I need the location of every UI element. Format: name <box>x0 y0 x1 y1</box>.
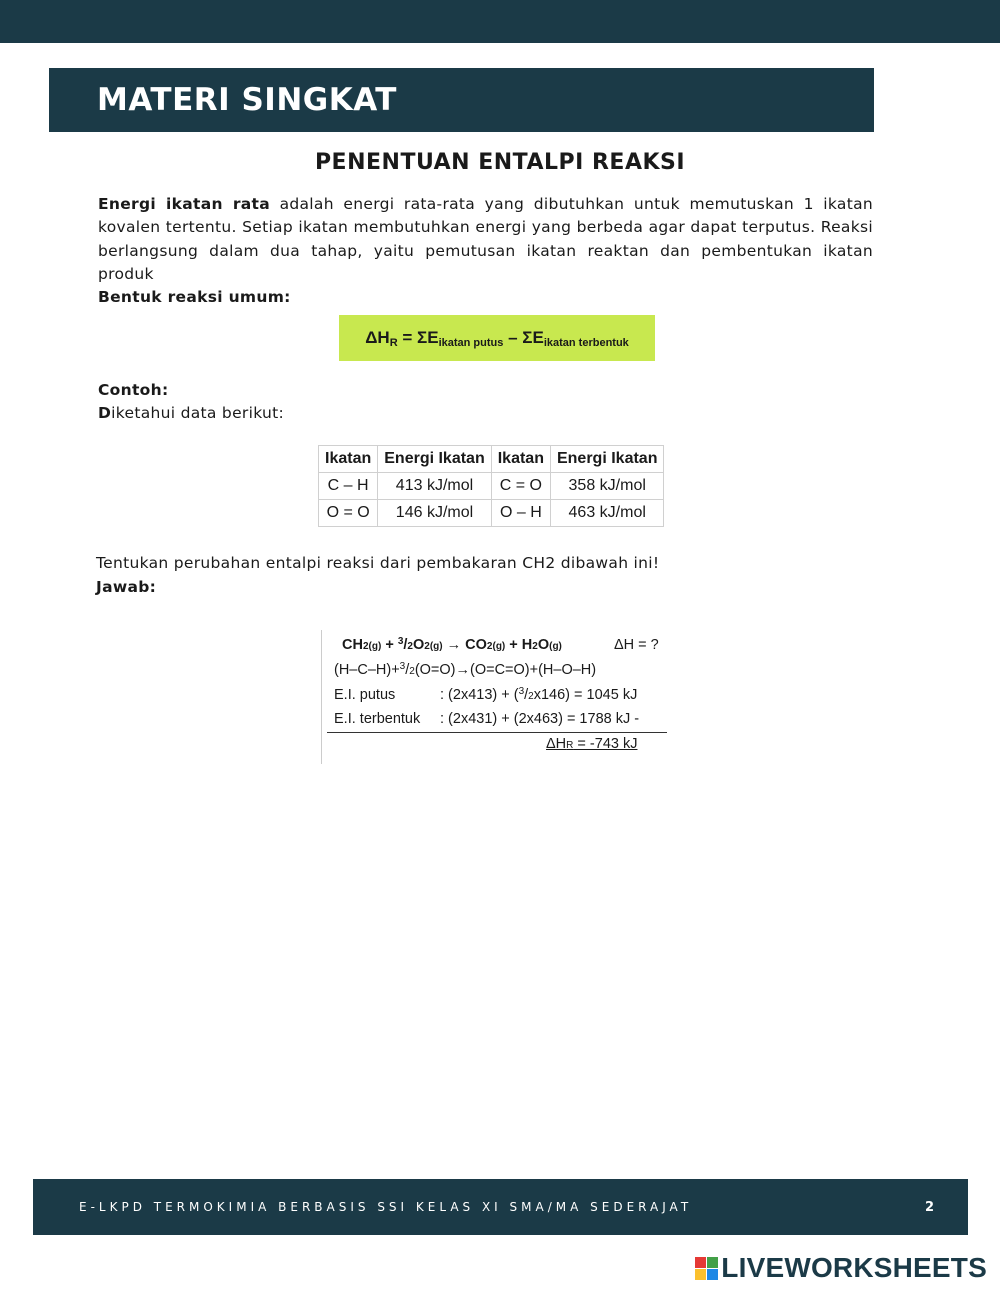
footer <box>33 1179 968 1235</box>
table-cell: 146 kJ/mol <box>378 500 491 527</box>
example-label: Contoh: <box>98 381 169 399</box>
intro-paragraph <box>98 193 873 286</box>
general-form-label: Bentuk reaksi umum: <box>98 288 291 306</box>
table-header-cell: Energi Ikatan <box>378 446 491 473</box>
brand-name: LIVEWORKSHEETS <box>721 1252 987 1283</box>
answer-divider <box>327 732 667 733</box>
answer-structure-line: (H–C–H)+$^3$/2(O=O)→(O=C=O)+(H–O–H) <box>334 661 597 678</box>
table-cell: 413 kJ/mol <box>378 473 491 500</box>
given-label: Diketahui data berikut: <box>98 404 285 422</box>
table-cell: C = O <box>491 473 550 500</box>
page-number: 2 <box>924 1199 934 1215</box>
footer-text: E-LKPD TERMOKIMIA BERBASIS SSI KELAS XI SMA/MA SEDERAJAT <box>79 1200 693 1214</box>
table-row <box>319 473 664 500</box>
formula: $\Delta H_R = \Sigma E_{ikatan putus} - \Sigma E_{ikatan terbentuk}$ <box>365 327 629 349</box>
answer-dh-unknown: ΔH = ? <box>614 637 659 653</box>
answer-bond-form-line: E.I. terbentuk : (2x431) + (2x463) = 1788 kJ - <box>334 711 640 727</box>
table-cell: 358 kJ/mol <box>550 473 663 500</box>
table-header-cell: Energi Ikatan <box>550 446 663 473</box>
table-cell: 463 kJ/mol <box>550 500 663 527</box>
table-header-row <box>319 446 664 473</box>
section-title: MATERI SINGKAT <box>97 82 397 118</box>
table-cell: O = O <box>319 500 378 527</box>
intro-bold-term: Energi ikatan rata <box>98 195 271 213</box>
answer-reaction: CH2(g) + $^3$/2O2(g) → CO2(g) + H2O(g) <box>342 636 562 653</box>
answer-total: ΔHR = -743 kJ <box>546 736 638 752</box>
bond-energy-table <box>318 445 664 527</box>
table-header-cell: Ikatan <box>491 446 550 473</box>
table-header-cell: Ikatan <box>319 446 378 473</box>
table-row <box>319 500 664 527</box>
top-bar <box>0 0 1000 43</box>
intro-text: adalah energi rata-rata yang dibutuhkan untuk memutuskan 1 ikatan kovalen tertentu. Setiap ikatan membutuhkan energi yang berbeda agar dapat terputus. Reaksi berlangsung dalam dua tahap, yaitu pemutusan ikatan reaktan dan pembentukan ikatan produk <box>98 195 873 283</box>
table-cell: O – H <box>491 500 550 527</box>
answer-label: Jawab: <box>96 578 157 596</box>
formula-box <box>339 315 655 361</box>
liveworksheets-brand[interactable] <box>695 1252 987 1284</box>
answer-bond-break-line: E.I. putus : (2x413) + ($^3$/2x146) = 1045 kJ <box>334 686 638 703</box>
table-cell: C – H <box>319 473 378 500</box>
liveworksheets-logo-icon <box>695 1257 718 1280</box>
section-header <box>49 68 874 132</box>
answer-block <box>321 630 667 764</box>
page-subtitle: PENENTUAN ENTALPI REAKSI <box>314 150 686 175</box>
question-text: Tentukan perubahan entalpi reaksi dari pembakaran CH2 dibawah ini! <box>96 554 660 572</box>
